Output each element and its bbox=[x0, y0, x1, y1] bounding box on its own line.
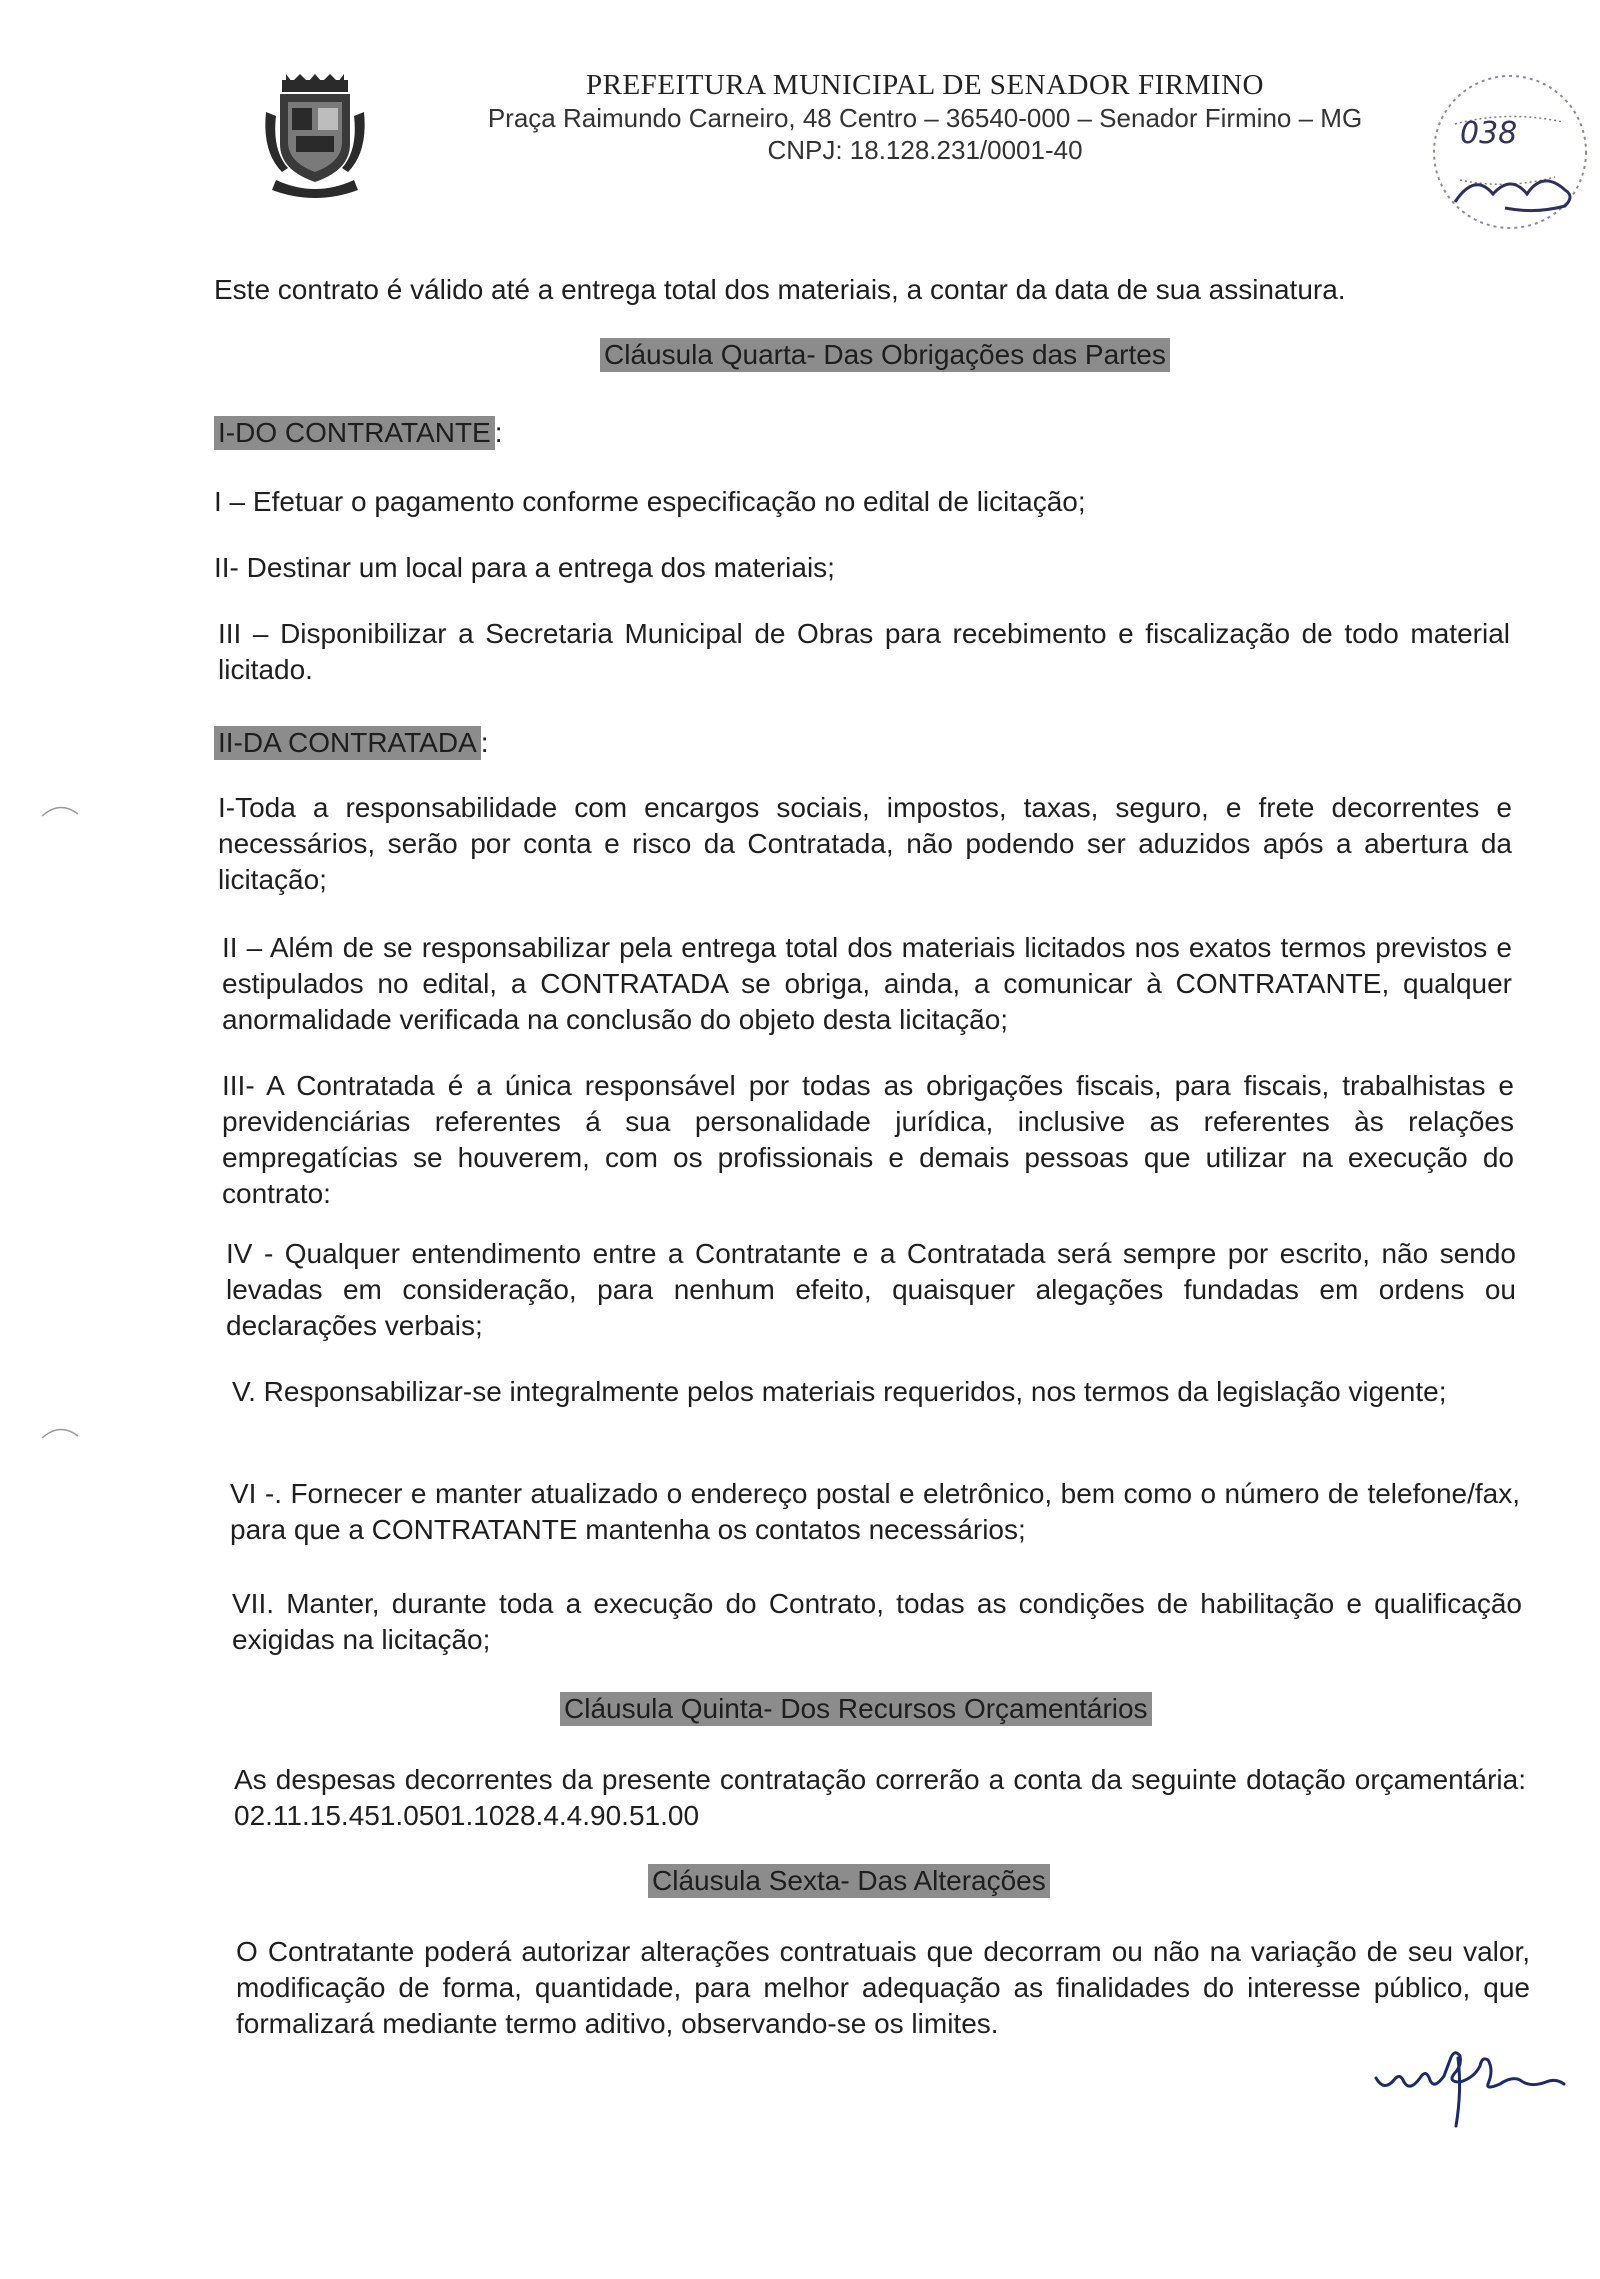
clausula-sexta-heading: Cláusula Sexta- Das Alterações bbox=[648, 1864, 1050, 1898]
validity-text: Este contrato é válido até a entrega total dos materiais, a contar da data de sua assinatura. bbox=[214, 274, 1346, 305]
contratada-heading: II-DA CONTRATADA bbox=[214, 726, 481, 760]
contratada-heading-row: II-DA CONTRATADA : bbox=[214, 726, 489, 760]
contratante-heading: I-DO CONTRATANTE bbox=[214, 416, 495, 450]
signature-icon bbox=[1370, 2030, 1570, 2140]
clausula-quinta-text: As despesas decorrentes da presente contratação correrão a conta da seguinte dotação orçamentária: 02.11.15.451.0501.1028.4.4.90.51.00 bbox=[234, 1764, 1526, 1831]
letterhead-cnpj: CNPJ: 18.128.231/0001-40 bbox=[767, 135, 1083, 165]
contratada-item-5: V. Responsabilizar-se integralmente pelos materiais requeridos, nos termos da legislação vigente; bbox=[232, 1376, 1447, 1407]
clausula-sexta-text: O Contratante poderá autorizar alterações contratuais que decorram ou não na variação de seu valor, modificação de forma, quantidade, para melhor adequação as finalidades do interesse público, que formalizará mediante termo aditivo, observando-se os limites. bbox=[236, 1936, 1530, 2039]
contratada-item-7: VII. Manter, durante toda a execução do Contrato, todas as condições de habilitação e qualificação exigidas na licitação; bbox=[232, 1588, 1522, 1655]
municipal-crest-icon bbox=[262, 72, 368, 202]
stamp-page-number: 038 bbox=[1460, 116, 1518, 151]
contratada-item-2: II – Além de se responsabilizar pela entrega total dos materiais licitados nos exatos termos previstos e estipulados no edital, a CONTRATADA se obriga, ainda, a comunicar à CONTRATANTE, qualquer anormalidade verificada na conclusão do objeto desta licitação; bbox=[222, 932, 1512, 1035]
contratada-item-3: III- A Contratada é a única responsável por todas as obrigações fiscais, para fiscais, trabalhistas e previdenciárias referentes á sua personalidade jurídica, inclusive as referentes às relações empregatícias se houverem, com os profissionais e demais pessoas que utilizar na execução do contrato: bbox=[222, 1070, 1514, 1209]
contratante-item-1: I – Efetuar o pagamento conforme especificação no edital de licitação; bbox=[214, 486, 1086, 517]
letterhead-title: PREFEITURA MUNICIPAL DE SENADOR FIRMINO bbox=[586, 69, 1264, 101]
contratante-item-3: III – Disponibilizar a Secretaria Municipal de Obras para recebimento e fiscalização de todo material licitado. bbox=[218, 618, 1510, 685]
contratante-heading-row: I-DO CONTRATANTE : bbox=[214, 416, 503, 450]
contratada-item-1: I-Toda a responsabilidade com encargos sociais, impostos, taxas, seguro, e frete decorrentes e necessários, serão por conta e risco da Contratada, não podendo ser aduzidos após a abertura da licitação; bbox=[218, 792, 1512, 895]
margin-mark-icon bbox=[40, 1422, 80, 1442]
contratada-item-6: VI -. Fornecer e manter atualizado o endereço postal e eletrônico, bem como o número de telefone/fax, para que a CONTRATANTE mantenha os contatos necessários; bbox=[230, 1478, 1520, 1545]
clausula-quarta-heading: Cláusula Quarta- Das Obrigações das Partes bbox=[600, 338, 1170, 372]
contratada-item-4: IV - Qualquer entendimento entre a Contratante e a Contratada será sempre por escrito, não sendo levadas em consideração, para nenhum efeito, quaisquer alegações fundadas em ordens ou declarações verbais; bbox=[226, 1238, 1516, 1341]
letterhead-address: Praça Raimundo Carneiro, 48 Centro – 36540-000 – Senador Firmino – MG bbox=[487, 103, 1363, 133]
letterhead bbox=[440, 68, 1410, 166]
contratante-item-2: II- Destinar um local para a entrega dos materiais; bbox=[214, 552, 835, 583]
clausula-quinta-heading: Cláusula Quinta- Dos Recursos Orçamentários bbox=[560, 1692, 1152, 1726]
margin-mark-icon bbox=[40, 800, 80, 820]
